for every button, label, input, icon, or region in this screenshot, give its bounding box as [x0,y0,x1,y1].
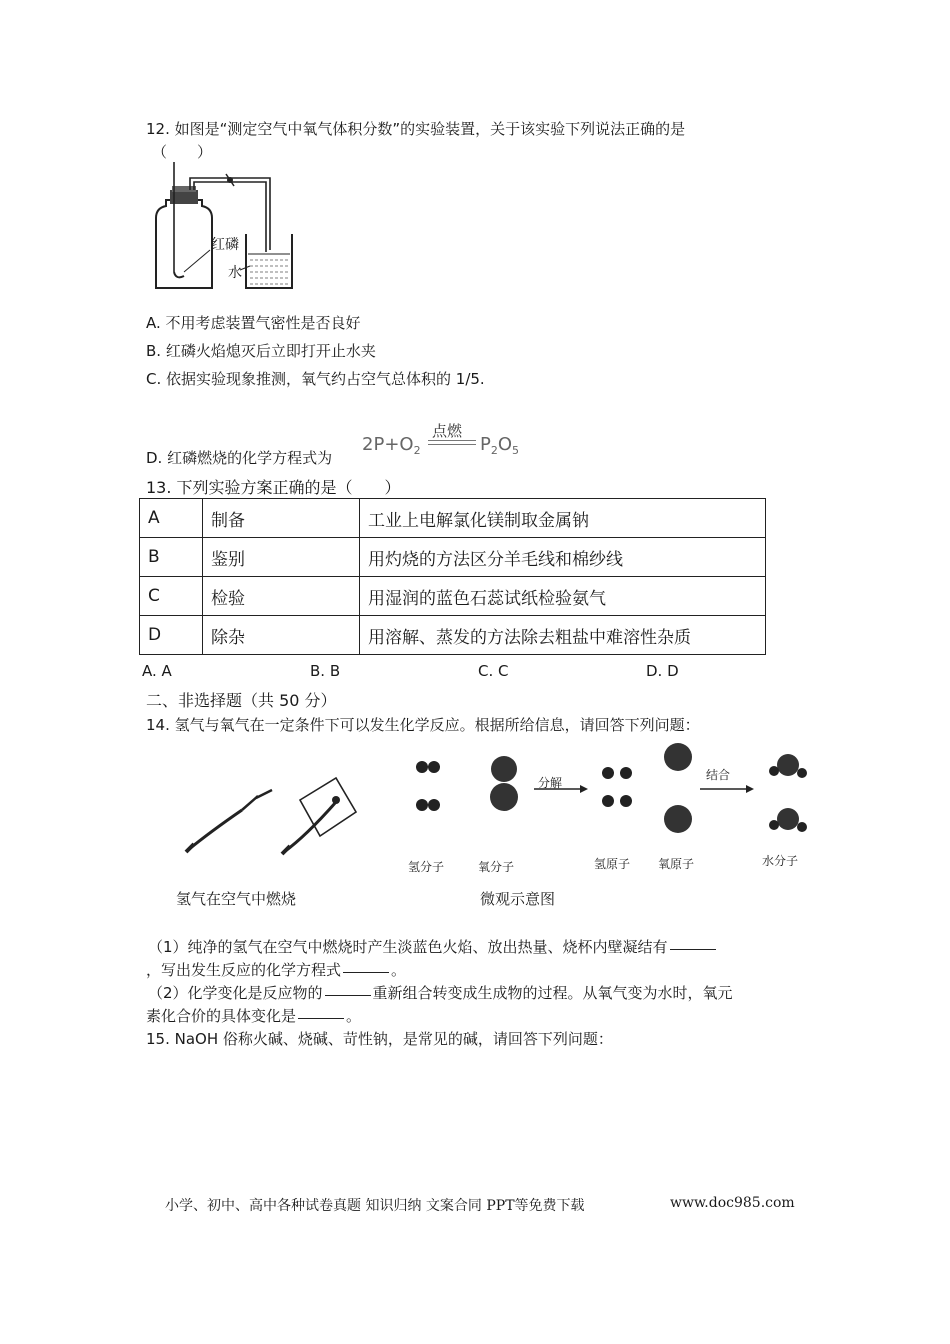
answer-blank [343,971,389,973]
row-label: D [140,616,203,655]
label-hydrogen-molecule: 氢分子 [408,860,445,874]
q13-stem: 13. 下列实验方案正确的是（ ） [146,478,401,497]
q14-part1-end: 。 [391,961,407,979]
figure-caption-micro: 微观示意图 [480,890,556,908]
label-oxygen-atom: 氧原子 [658,857,695,871]
section-heading: 二、非选择题（共 50 分） [146,691,337,710]
equation-bar-top [428,440,476,441]
label-water: 水 [228,265,242,281]
q13-choice-b: B. B [310,662,341,680]
row-method: 用灼烧的方法区分羊毛线和棉纱线 [360,538,766,577]
q14-part2-text: （2）化学变化是反应物的 [148,984,323,1002]
equation-product-p: P [480,434,491,455]
equation-o-subscript: 2 [413,444,421,457]
table-row [140,577,766,616]
row-label: B [140,538,203,577]
q15-stem: 15. NaOH 俗称火碱、烧碱、苛性钠，是常见的碱，请回答下列问题： [146,1030,613,1048]
phosphorus-combustion-equation [362,420,532,464]
equation-p-subscript: 2 [490,444,498,457]
hydrogen-burning-figure [180,770,360,860]
equation-bar-bottom [428,444,476,445]
equation-reactant-p: 2P [362,434,385,455]
q14-part2-end: 。 [346,1007,362,1025]
q12-option-b: B. 红磷火焰熄灭后立即打开止水夹 [146,342,376,360]
table-row [140,616,766,655]
label-red-phosphorus: 红磷 [211,237,239,253]
q14-part1-equation-prompt: ，写出发生反应的化学方程式 [146,961,342,979]
table-row [140,538,766,577]
q12-option-a: A. 不用考虑装置气密性是否良好 [146,314,361,332]
q12-answer-bracket: （ ） [152,143,213,161]
arrow-decompose-label: 分解 [538,776,563,790]
row-purpose: 制备 [203,499,360,538]
q14-part2-valence-prompt: 素化合价的具体变化是 [146,1007,297,1025]
q12-stem: 12. 如图是“测定空气中氧气体积分数”的实验装置，关于该实验下列说法正确的是 [146,120,686,138]
row-method: 用湿润的蓝色石蕊试纸检验氨气 [360,577,766,616]
row-method: 用溶解、蒸发的方法除去粗盐中难溶性杂质 [360,616,766,655]
row-label: A [140,499,203,538]
q14-part1-text: （1）纯净的氢气在空气中燃烧时产生淡蓝色火焰、放出热量、烧杯内壁凝结有 [148,938,668,956]
label-hydrogen-atom: 氢原子 [594,857,631,871]
figure-caption-burning: 氢气在空气中燃烧 [176,890,297,908]
row-purpose: 鉴别 [203,538,360,577]
q13-choice-a: A. A [142,662,172,680]
q12-option-c: C. 依据实验现象推测，氧气约占空气总体积的 1/5. [146,370,485,388]
answer-blank [298,1017,344,1019]
arrow-combine-label: 结合 [706,768,731,782]
equation-product-o: O [497,434,513,455]
equation-condition: 点燃 [432,422,463,440]
footer-text: 小学、初中、高中各种试卷真题 知识归纳 文案合同 PPT等免费下载 [165,1198,585,1214]
molecular-micro-diagram [410,735,820,865]
equation-o5-subscript: 5 [512,444,520,457]
table-row [140,499,766,538]
q13-choice-d: D. D [646,662,679,680]
equation-plus: + [384,434,400,455]
answer-blank [670,948,716,950]
label-oxygen-molecule: 氧分子 [478,860,515,874]
oxygen-measurement-apparatus-figure [150,160,300,295]
q14-stem: 14. 氢气与氧气在一定条件下可以发生化学反应。根据所给信息，请回答下列问题： [146,716,700,734]
row-method: 工业上电解氯化镁制取金属钠 [360,499,766,538]
label-water-molecule: 水分子 [762,854,799,868]
row-purpose: 除杂 [203,616,360,655]
row-label: C [140,577,203,616]
row-purpose: 检验 [203,577,360,616]
q14-part2-text-cont: 重新组合转变成生成物的过程。从氧气变为水时，氧元 [372,984,733,1002]
answer-blank [325,994,371,996]
footer-url[interactable]: www.doc985.com [670,1195,795,1211]
q13-choice-c: C. C [478,662,509,680]
equation-reactant-o: O [399,434,414,455]
q13-options-table [139,498,766,655]
q12-option-d: D. 红磷燃烧的化学方程式为 [146,449,333,467]
